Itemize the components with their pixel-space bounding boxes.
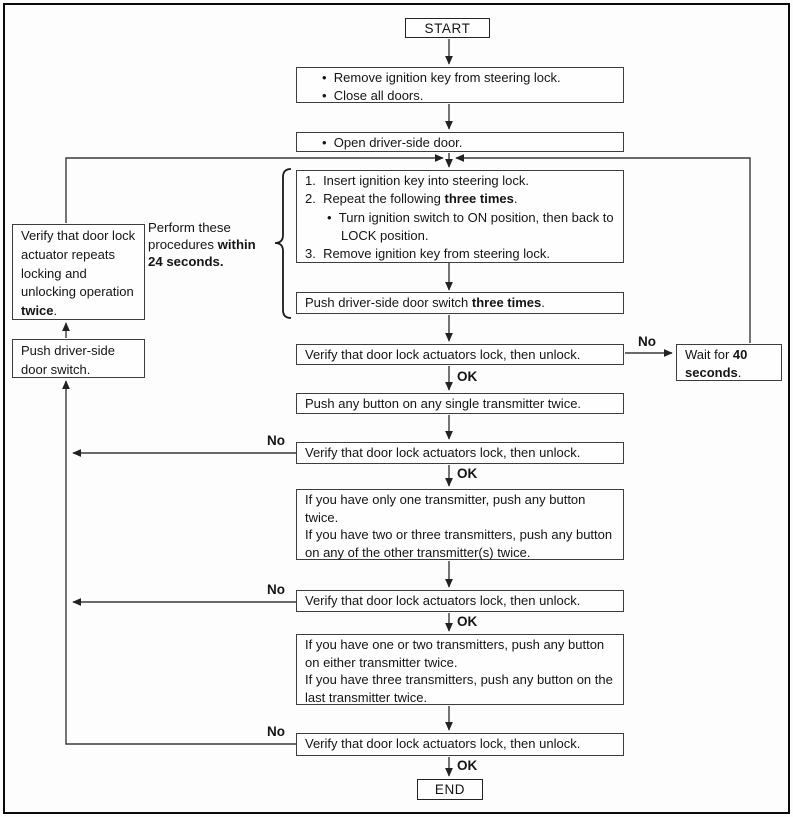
push-door-switch-3x-box: [296, 292, 624, 314]
ok-label-3: OK: [457, 614, 478, 629]
text-line: procedures within: [148, 236, 256, 252]
text-line: • Remove ignition key from steering lock.: [322, 70, 561, 85]
text-line: Push driver-side door switch three times.: [305, 295, 545, 310]
end-node: END: [417, 779, 483, 800]
one-transmitter-box: [296, 489, 624, 560]
verify-actuators-box-2: [296, 442, 624, 464]
ok-label-1: OK: [457, 369, 478, 384]
open-door-box: [296, 132, 624, 152]
text-line: Verify that door lock actuators lock, then unlock.: [305, 593, 581, 608]
text-line: If you have only one transmitter, push any button twice.: [305, 492, 586, 525]
verify-actuators-box-4: [296, 733, 624, 756]
text-line: If you have two or three transmitters, push any button on any of the other transmitter(s) twice.: [305, 527, 613, 560]
text-line: Push driver-side door switch.: [21, 343, 115, 377]
text-line: 2. Repeat the following three times.: [305, 191, 518, 207]
text-line: 3. Remove ignition key from steering lock.: [305, 246, 550, 262]
one-or-two-transmitters-box: [296, 634, 624, 705]
text-line: • Open driver-side door.: [322, 135, 463, 150]
text-line: If you have three transmitters, push any button on the last transmitter twice.: [305, 672, 613, 705]
no-label-4: No: [267, 724, 285, 739]
brace-note: [148, 220, 274, 270]
verify-actuators-box-3: [296, 590, 624, 612]
wait-40-seconds-box: [676, 344, 782, 381]
text-line: 24 seconds.: [148, 253, 224, 269]
text-line: Verify that door lock actuator repeats locking and unlocking operation twice.: [21, 228, 136, 319]
procedure-box: [296, 170, 624, 263]
no-label-2: No: [267, 433, 285, 448]
text-line: Push any button on any single transmitter twice.: [305, 396, 582, 411]
start-node: START: [405, 18, 490, 38]
brace-bracket: [275, 169, 291, 318]
ok-label-4: OK: [457, 758, 478, 773]
text-line: Perform these: [148, 220, 231, 235]
no-label-3: No: [267, 582, 285, 597]
no-label-1: No: [638, 334, 656, 349]
left-verify-actuator-box: [12, 224, 145, 320]
verify-actuators-box-1: [296, 344, 624, 365]
text-line: Verify that door lock actuators lock, then unlock.: [305, 736, 581, 751]
text-line: • Close all doors.: [322, 87, 424, 103]
ok-label-2: OK: [457, 466, 478, 481]
text-line: If you have one or two transmitters, push any button on either transmitter twice.: [305, 637, 605, 670]
left-push-door-switch-box: [12, 339, 145, 378]
push-any-button-box: [296, 393, 624, 414]
text-line: Wait for 40 seconds.: [685, 347, 748, 380]
text-line: Verify that door lock actuators lock, then unlock.: [305, 445, 581, 460]
prepare-box: [296, 67, 624, 103]
text-line: Verify that door lock actuators lock, then unlock.: [305, 347, 581, 362]
text-line: 1. Insert ignition key into steering lock.: [305, 173, 530, 188]
text-line: • Turn ignition switch to ON position, then back to LOCK position.: [327, 209, 614, 243]
